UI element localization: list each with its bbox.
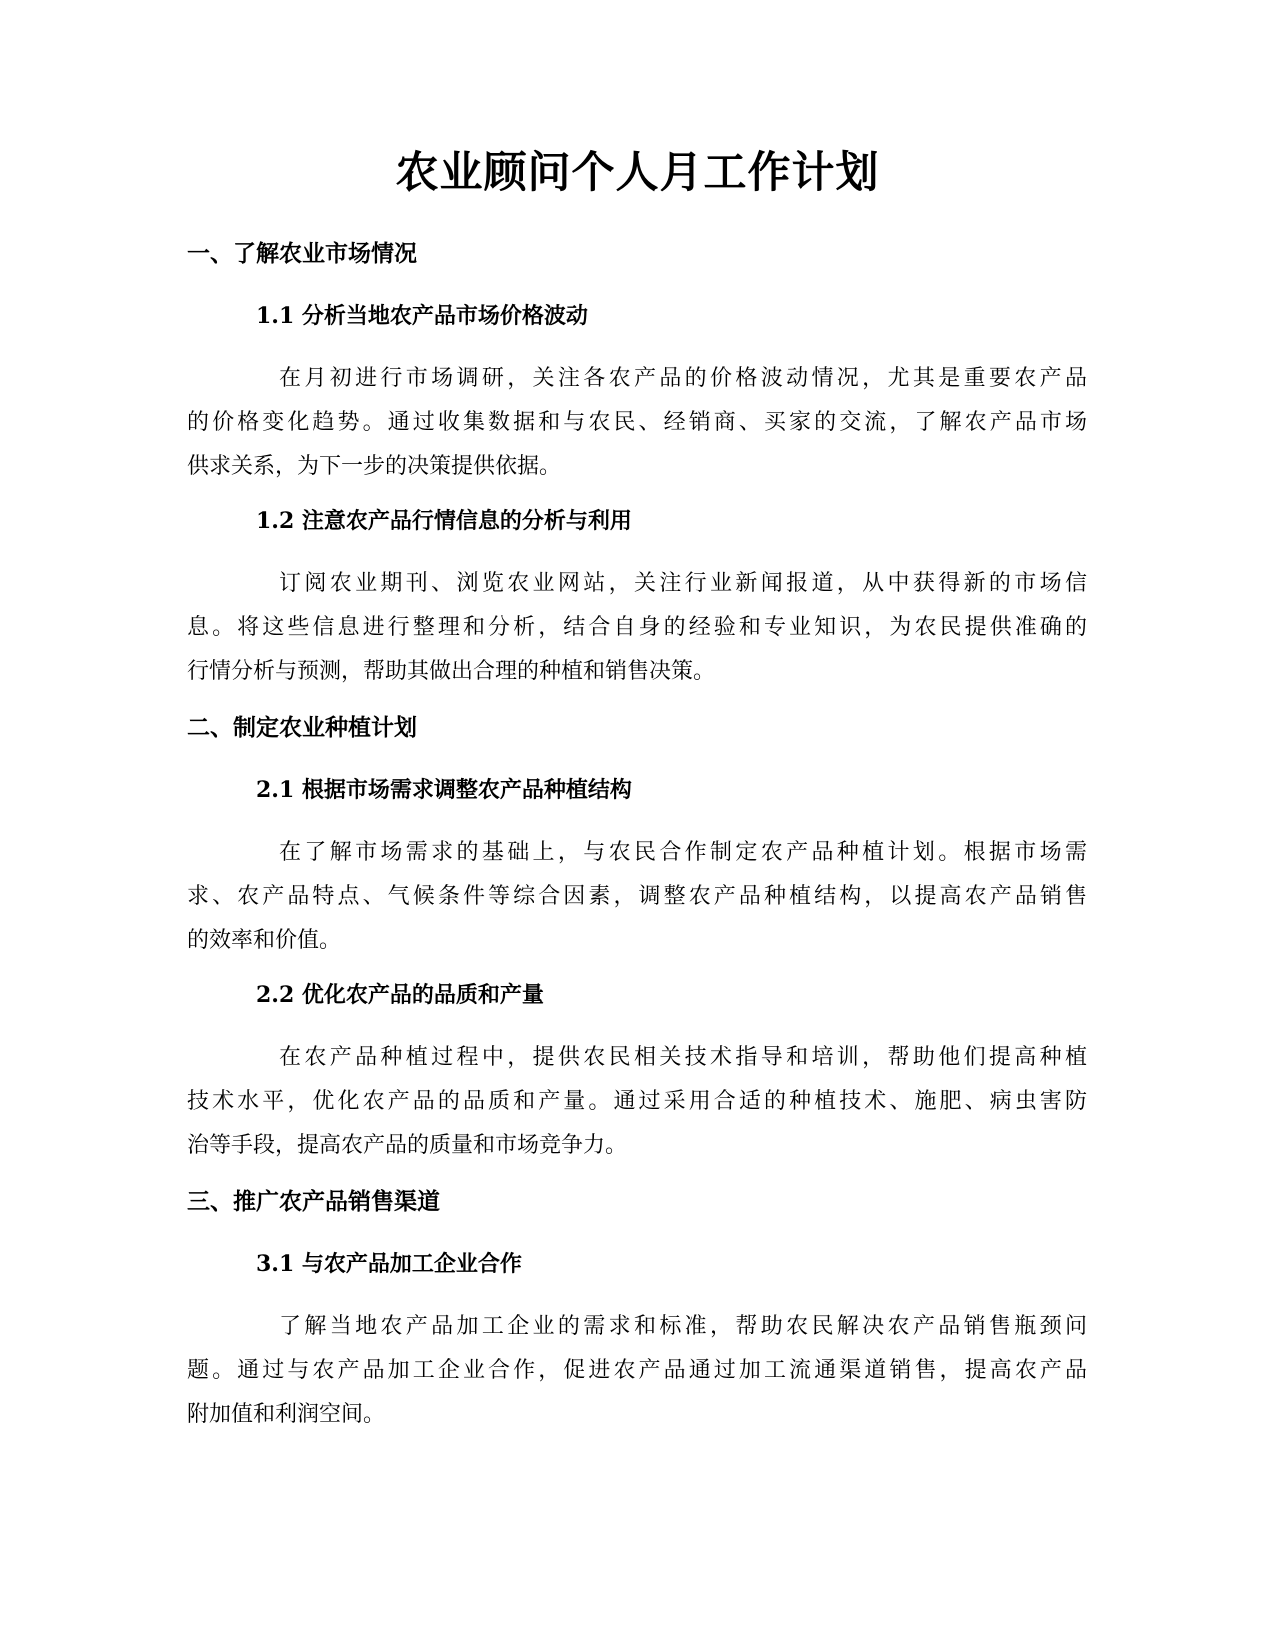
paragraph-line: 订阅农业期刊、浏览农业网站，关注行业新闻报道，从中获得新的市场信	[279, 571, 1087, 596]
paragraph-line: 附加值和利润空间。	[187, 1402, 386, 1427]
paragraph-line: 在月初进行市场调研，关注各农产品的价格波动情况，尤其是重要农产品	[279, 366, 1087, 391]
subsection-heading-2-1: 2.1 根据市场需求调整农产品种植结构	[256, 777, 632, 803]
paragraph-line: 求、农产品特点、气候条件等综合因素，调整农产品种植结构，以提高农产品销售	[187, 884, 1087, 909]
paragraph-2-2	[187, 1036, 1087, 1168]
paragraph-1-2	[187, 562, 1087, 694]
paragraph-line: 技术水平，优化农产品的品质和产量。通过采用合适的种植技术、施肥、病虫害防	[187, 1089, 1087, 1114]
paragraph-line: 在农产品种植过程中，提供农民相关技术指导和培训，帮助他们提高种植	[279, 1045, 1087, 1070]
paragraph-3-1	[187, 1305, 1087, 1437]
subsection-heading-2-2: 2.2 优化农产品的品质和产量	[256, 982, 544, 1008]
paragraph-line: 治等手段，提高农产品的质量和市场竞争力。	[187, 1133, 628, 1158]
paragraph-line: 的效率和价值。	[187, 928, 342, 953]
subsection-heading-3-1: 3.1 与农产品加工企业合作	[256, 1251, 522, 1277]
paragraph-line: 息。将这些信息进行整理和分析，结合自身的经验和专业知识，为农民提供准确的	[187, 615, 1087, 640]
section-heading-2: 二、制定农业种植计划	[187, 715, 417, 741]
paragraph-line: 在了解市场需求的基础上，与农民合作制定农产品种植计划。根据市场需	[279, 840, 1087, 865]
section-heading-3: 三、推广农产品销售渠道	[187, 1189, 440, 1215]
paragraph-line: 的价格变化趋势。通过收集数据和与农民、经销商、买家的交流，了解农产品市场	[187, 410, 1087, 435]
paragraph-line: 供求关系，为下一步的决策提供依据。	[187, 454, 562, 479]
paragraph-2-1	[187, 831, 1087, 963]
paragraph-line: 了解当地农产品加工企业的需求和标准，帮助农民解决农产品销售瓶颈问	[279, 1314, 1087, 1339]
subsection-heading-1-1: 1.1 分析当地农产品市场价格波动	[256, 303, 588, 329]
paragraph-line: 题。通过与农产品加工企业合作，促进农产品通过加工流通渠道销售，提高农产品	[187, 1358, 1087, 1383]
paragraph-line: 行情分析与预测，帮助其做出合理的种植和销售决策。	[187, 659, 716, 684]
subsection-heading-1-2: 1.2 注意农产品行情信息的分析与利用	[256, 508, 632, 534]
section-heading-1: 一、了解农业市场情况	[187, 241, 417, 267]
document-title: 农业顾问个人月工作计划	[395, 148, 880, 198]
paragraph-1-1	[187, 357, 1087, 489]
